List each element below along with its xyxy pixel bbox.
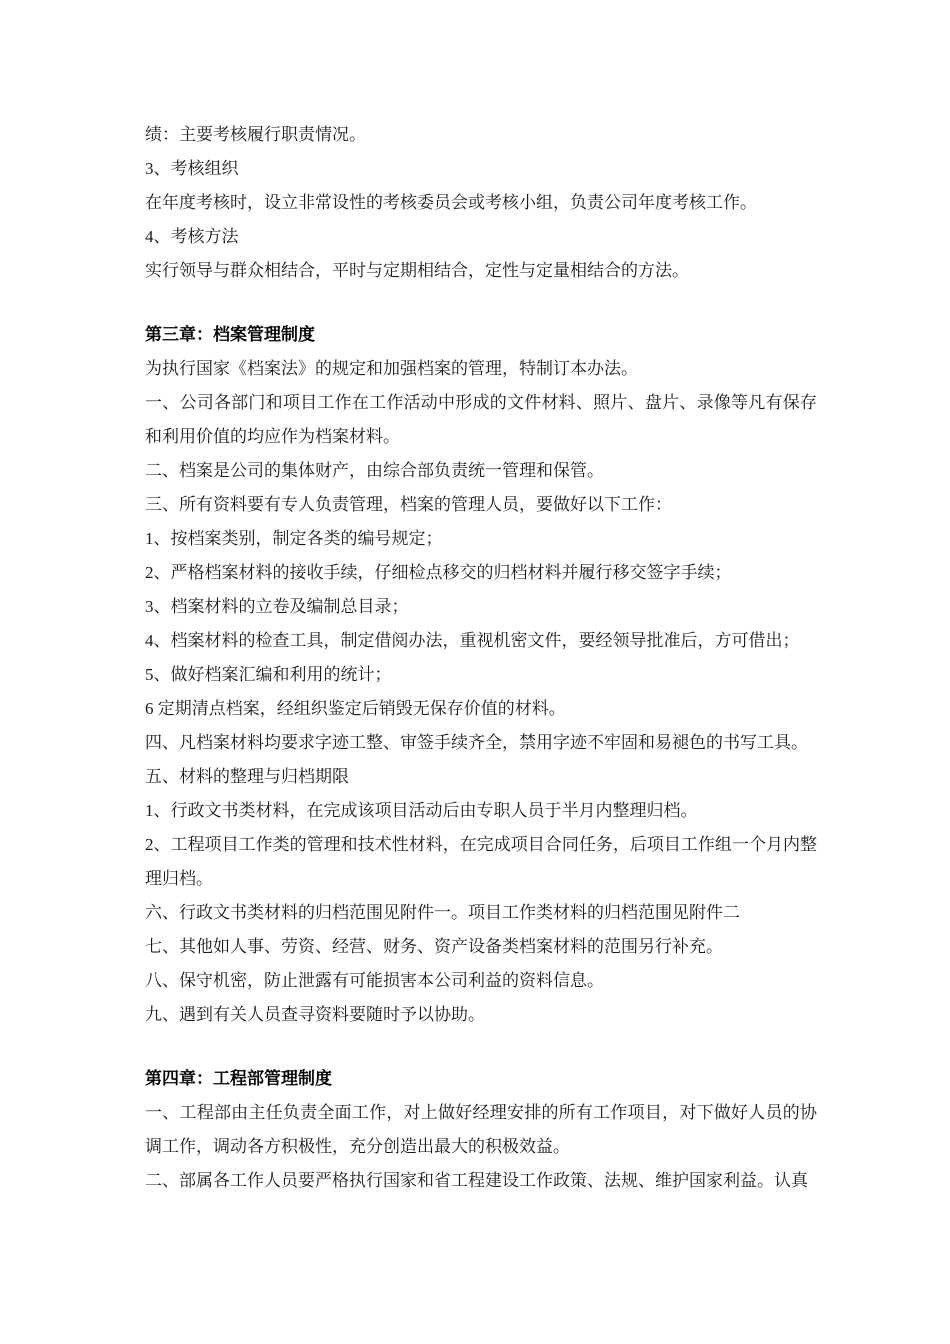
paragraph: 八、保守机密，防止泄露有可能损害本公司利益的资料信息。 [145, 971, 604, 990]
paragraph: 五、材料的整理与归档期限 [145, 767, 349, 786]
paragraph: 九、遇到有关人员查寻资料要随时予以协助。 [145, 1005, 485, 1024]
paragraph: 二、部属各工作人员要严格执行国家和省工程建设工作政策、法规、维护国家利益。认真 [145, 1171, 808, 1190]
paragraph: 3、考核组织 [145, 159, 239, 178]
paragraph: 绩：主要考核履行职责情况。 [145, 125, 366, 144]
paragraph: 在年度考核时，设立非常设性的考核委员会或考核小组，负责公司年度考核工作。 [145, 193, 757, 212]
chapter-heading: 第四章：工程部管理制度 [145, 1069, 332, 1088]
paragraph: 六、行政文书类材料的归档范围见附件一。项目工作类材料的归档范围见附件二 [145, 903, 740, 922]
paragraph: 3、档案材料的立卷及编制总目录； [145, 597, 409, 616]
paragraph: 为执行国家《档案法》的规定和加强档案的管理，特制订本办法。 [145, 359, 638, 378]
paragraph: 一、工程部由主任负责全面工作，对上做好经理安排的所有工作项目，对下做好人员的协调工作，调动各方积极性，充分创造出最大的积极效益。 [145, 1103, 817, 1156]
paragraph: 4、考核方法 [145, 227, 239, 246]
paragraph: 6 定期清点档案，经组织鉴定后销毁无保存价值的材料。 [145, 699, 566, 718]
paragraph: 七、其他如人事、劳资、经营、财务、资产设备类档案材料的范围另行补充。 [145, 937, 723, 956]
paragraph: 实行领导与群众相结合，平时与定期相结合，定性与定量相结合的方法。 [145, 261, 689, 280]
document-text-block [145, 118, 817, 1198]
paragraph: 三、所有资料要有专人负责管理，档案的管理人员，要做好以下工作： [145, 495, 672, 514]
paragraph: 二、档案是公司的集体财产，由综合部负责统一管理和保管。 [145, 461, 604, 480]
paragraph: 1、按档案类别，制定各类的编号规定； [145, 529, 443, 548]
paragraph: 四、凡档案材料均要求字迹工整、审签手续齐全，禁用字迹不牢固和易褪色的书写工具。 [145, 733, 808, 752]
paragraph: 4、档案材料的检查工具，制定借阅办法，重视机密文件，要经领导批准后，方可借出； [145, 631, 800, 650]
paragraph: 2、工程项目工作类的管理和技术性材料，在完成项目合同任务，后项目工作组一个月内整理归档。 [145, 835, 817, 888]
paragraph: 一、公司各部门和项目工作在工作活动中形成的文件材料、照片、盘片、录像等凡有保存和利用价值的均应作为档案材料。 [145, 393, 817, 446]
chapter-heading: 第三章：档案管理制度 [145, 325, 315, 344]
paragraph: 2、严格档案材料的接收手续，仔细检点移交的归档材料并履行移交签字手续； [145, 563, 732, 582]
paragraph: 5、做好档案汇编和利用的统计； [145, 665, 392, 684]
paragraph: 1、行政文书类材料，在完成该项目活动后由专职人员于半月内整理归档。 [145, 801, 698, 820]
